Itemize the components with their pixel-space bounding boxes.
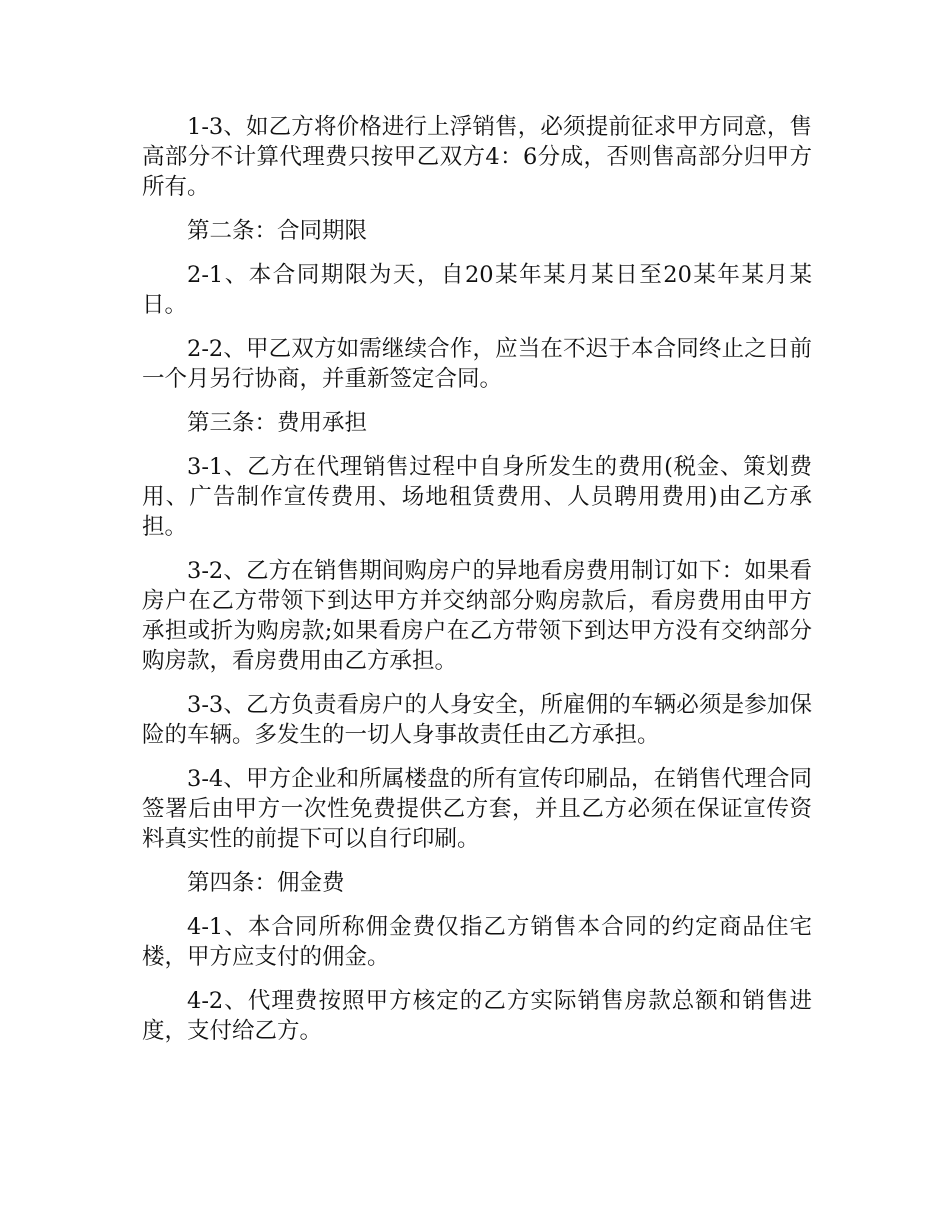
clause-3-1: 3-1、乙方在代理销售过程中自身所发生的费用(税金、策划费用、广告制作宣传费用、场地租赁费用、人员聘用费用)由乙方承担。 xyxy=(142,454,812,540)
clause-3-2: 3-2、乙方在销售期间购房户的异地看房费用制订如下：如果看房户在乙方带领下到达甲方并交纳部分购房款后，看房费用由甲方承担或折为购房款;如果看房户在乙方带领下到达甲方没有交纳部分购房款，看房费用由乙方承担。 xyxy=(142,558,812,674)
clause-2-1: 2-1、本合同期限为天，自20某年某月某日至20某年某月某日。 xyxy=(142,262,812,318)
clause-3-4: 3-4、甲方企业和所属楼盘的所有宣传印刷品，在销售代理合同签署后由甲方一次性免费提供乙方套，并且乙方必须在保证宣传资料真实性的前提下可以自行印刷。 xyxy=(142,766,812,852)
clause-4-1: 4-1、本合同所称佣金费仅指乙方销售本合同的约定商品住宅楼，甲方应支付的佣金。 xyxy=(142,914,812,970)
document-page xyxy=(142,112,812,1060)
article-2-heading: 第二条：合同期限 xyxy=(187,218,368,244)
article-3-heading: 第三条：费用承担 xyxy=(187,410,368,436)
clause-3-3: 3-3、乙方负责看房户的人身安全，所雇佣的车辆必须是参加保险的车辆。多发生的一切人身事故责任由乙方承担。 xyxy=(142,692,812,748)
clause-4-2: 4-2、代理费按照甲方核定的乙方实际销售房款总额和销售进度，支付给乙方。 xyxy=(142,988,812,1044)
clause-1-3: 1-3、如乙方将价格进行上浮销售，必须提前征求甲方同意，售高部分不计算代理费只按甲乙双方4：6分成，否则售高部分归甲方所有。 xyxy=(142,114,812,200)
clause-2-2: 2-2、甲乙双方如需继续合作，应当在不迟于本合同终止之日前一个月另行协商，并重新签定合同。 xyxy=(142,336,812,392)
article-4-heading: 第四条：佣金费 xyxy=(187,870,345,896)
